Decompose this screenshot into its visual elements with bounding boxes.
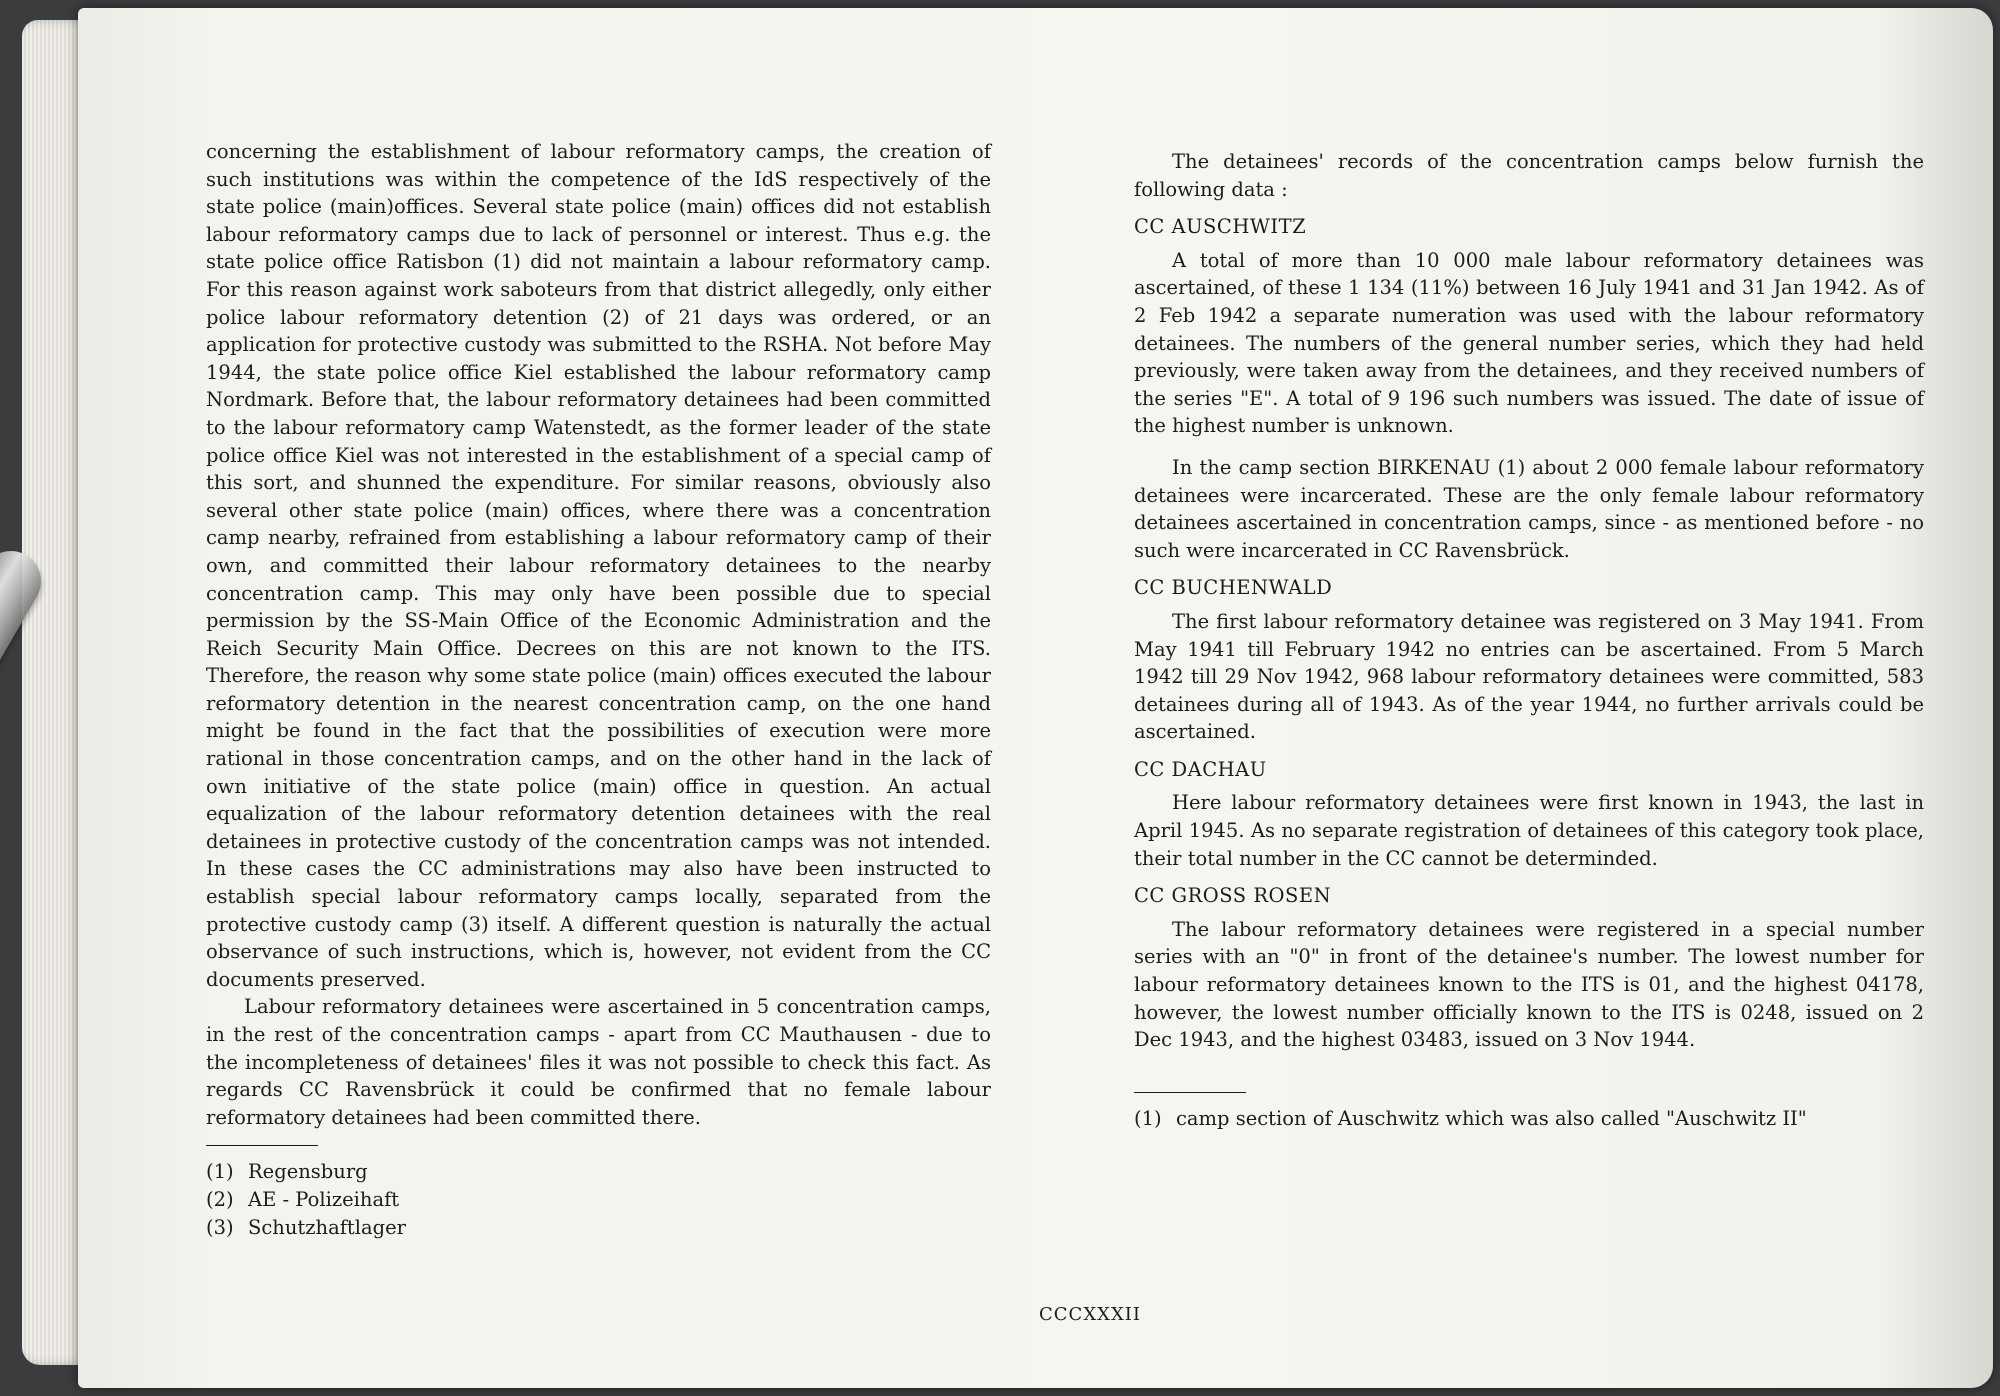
footnote-text: Regensburg [248, 1160, 368, 1184]
footnote-number: (3) [206, 1215, 234, 1239]
footnote-item [206, 1186, 991, 1214]
section-heading-gross-rosen: CC GROSS ROSEN [1134, 884, 1332, 908]
section-heading-dachau: CC DACHAU [1134, 757, 1267, 781]
right-intro: The detainees' records of the concentration camps below furnish the following data : [1134, 150, 1924, 201]
left-paragraph-2: Labour reformatory detainees were ascertained in 5 concentration camps, in the rest of the concentration camps - apart from CC Mauthausen - due to the incompleteness of detainees' files it was not possible to check this fact. As regards CC Ravensbrück it could be confirmed that no female labour reformatory detainees had been committed there. [206, 995, 991, 1129]
left-paragraph-1: concerning the establishment of labour reformatory camps, the creation of such institutions was within the competence of the IdS respectively of the state police (main)offices. Several state police (main) offices did not establish labour reformatory camps due to lack of personnel or interest. Thus e.g. the state police office Ratisbon (1) did not maintain a labour reformatory camp. For this reason against work saboteurs from that district allegedly, only either police labour reformatory detention (2) of 21 days was ordered, or an application for protective custody was submitted to the RSHA. Not before May 1944, the state police office Kiel established the labour reformatory camp Nordmark. Before that, the labour reformatory detainees had been committed to the labour reformatory camp Watenstedt, as the former leader of the state police office Kiel was not interested in the establishment of a special camp of this sort, and shunned the expenditure. For similar reasons, obviously also several other state police (main) offices, where there was a concentration camp nearby, refrained from establishing a labour reformatory camp of their own, and committed their labour reformatory detainees to the nearby concentration camp. This may only have been possible due to special permission by the SS-Main Office of the Economic Administration and the Reich Security Main Office. Decrees on this are not known to the ITS. Therefore, the reason why some state police (main) offices executed the labour reformatory detention in the nearest concentration camp, on the one hand might be found in the fact that the possibilities of execution were more rational in those concentration camps, and on the other hand in the lack of own initiative of the state police (main) office in question. An actual equalization of the labour reformatory detention detainees with the real detainees in protective custody of the concentration camps was not intended. In these cases the CC administrations may also have been instructed to establish special labour reformatory camps locally, separated from the protective custody camp (3) itself. A different question is naturally the actual observance of such instructions, which is, however, not evident from the CC documents preserved. [206, 140, 991, 991]
footnote-rule [1134, 1092, 1246, 1093]
left-column [206, 138, 991, 1241]
page-number: CCCXXXII [1039, 1304, 1141, 1325]
footnote-text: camp section of Auschwitz which was also called "Auschwitz II" [1176, 1106, 1807, 1130]
section-heading-auschwitz: CC AUSCHWITZ [1134, 215, 1307, 239]
footnote-text: Schutzhaftlager [248, 1215, 406, 1239]
footnote-number: (1) [1134, 1106, 1162, 1130]
auschwitz-paragraph-1: A total of more than 10 000 male labour reformatory detainees was ascertained, of these 1 134 (11%) between 16 July 1941 and 31 Jan 1942. As of 2 Feb 1942 a separate numeration was used with the labour reformatory detainees. The numbers of the general number series, which they had held previously, were taken away from the detainees, and they received numbers of the series "E". A total of 9 196 such numbers was issued. The date of issue of the highest number is unknown. [1134, 248, 1924, 438]
footnote-number: (1) [206, 1160, 234, 1184]
dachau-paragraph: Here labour reformatory detainees were first known in 1943, the last in April 1945. As no separate registration of detainees of this category took place, their total number in the CC cannot be determinded. [1134, 791, 1924, 870]
footnote-text: AE - Polizeihaft [248, 1187, 400, 1211]
footnote-item [206, 1158, 991, 1186]
left-footnotes [206, 1158, 991, 1241]
gross-rosen-paragraph: The labour reformatory detainees were registered in a special number series with an "0" in front of the detainee's number. The lowest number for labour reformatory detainees known to the ITS is 01, and the highest 04178, however, the lowest number officially known to the ITS is 0248, issued on 2 Dec 1943, and the highest 03483, issued on 3 Nov 1944. [1134, 917, 1924, 1052]
footnote-number: (2) [206, 1187, 234, 1211]
right-footnotes [1134, 1105, 1924, 1133]
buchenwald-paragraph: The first labour reformatory detainee was registered on 3 May 1941. From May 1941 till February 1942 no entries can be ascertained. From 5 March 1942 till 29 Nov 1942, 968 labour reformatory detainees were committed, 583 detainees during all of 1943. As of the year 1944, no further arrivals could be ascertained. [1134, 609, 1924, 744]
footnote-rule [206, 1145, 318, 1146]
right-column [1134, 148, 1924, 1132]
section-heading-buchenwald: CC BUCHENWALD [1134, 576, 1333, 600]
footnote-item [206, 1214, 991, 1242]
footnote-item [1134, 1105, 1924, 1133]
auschwitz-paragraph-2: In the camp section BIRKENAU (1) about 2 000 female labour reformatory detainees were incarcerated. These are the only female labour reformatory detainees ascertained in concentration camps, since - as mentioned before - no such were incarcerated in CC Ravensbrück. [1134, 455, 1924, 562]
